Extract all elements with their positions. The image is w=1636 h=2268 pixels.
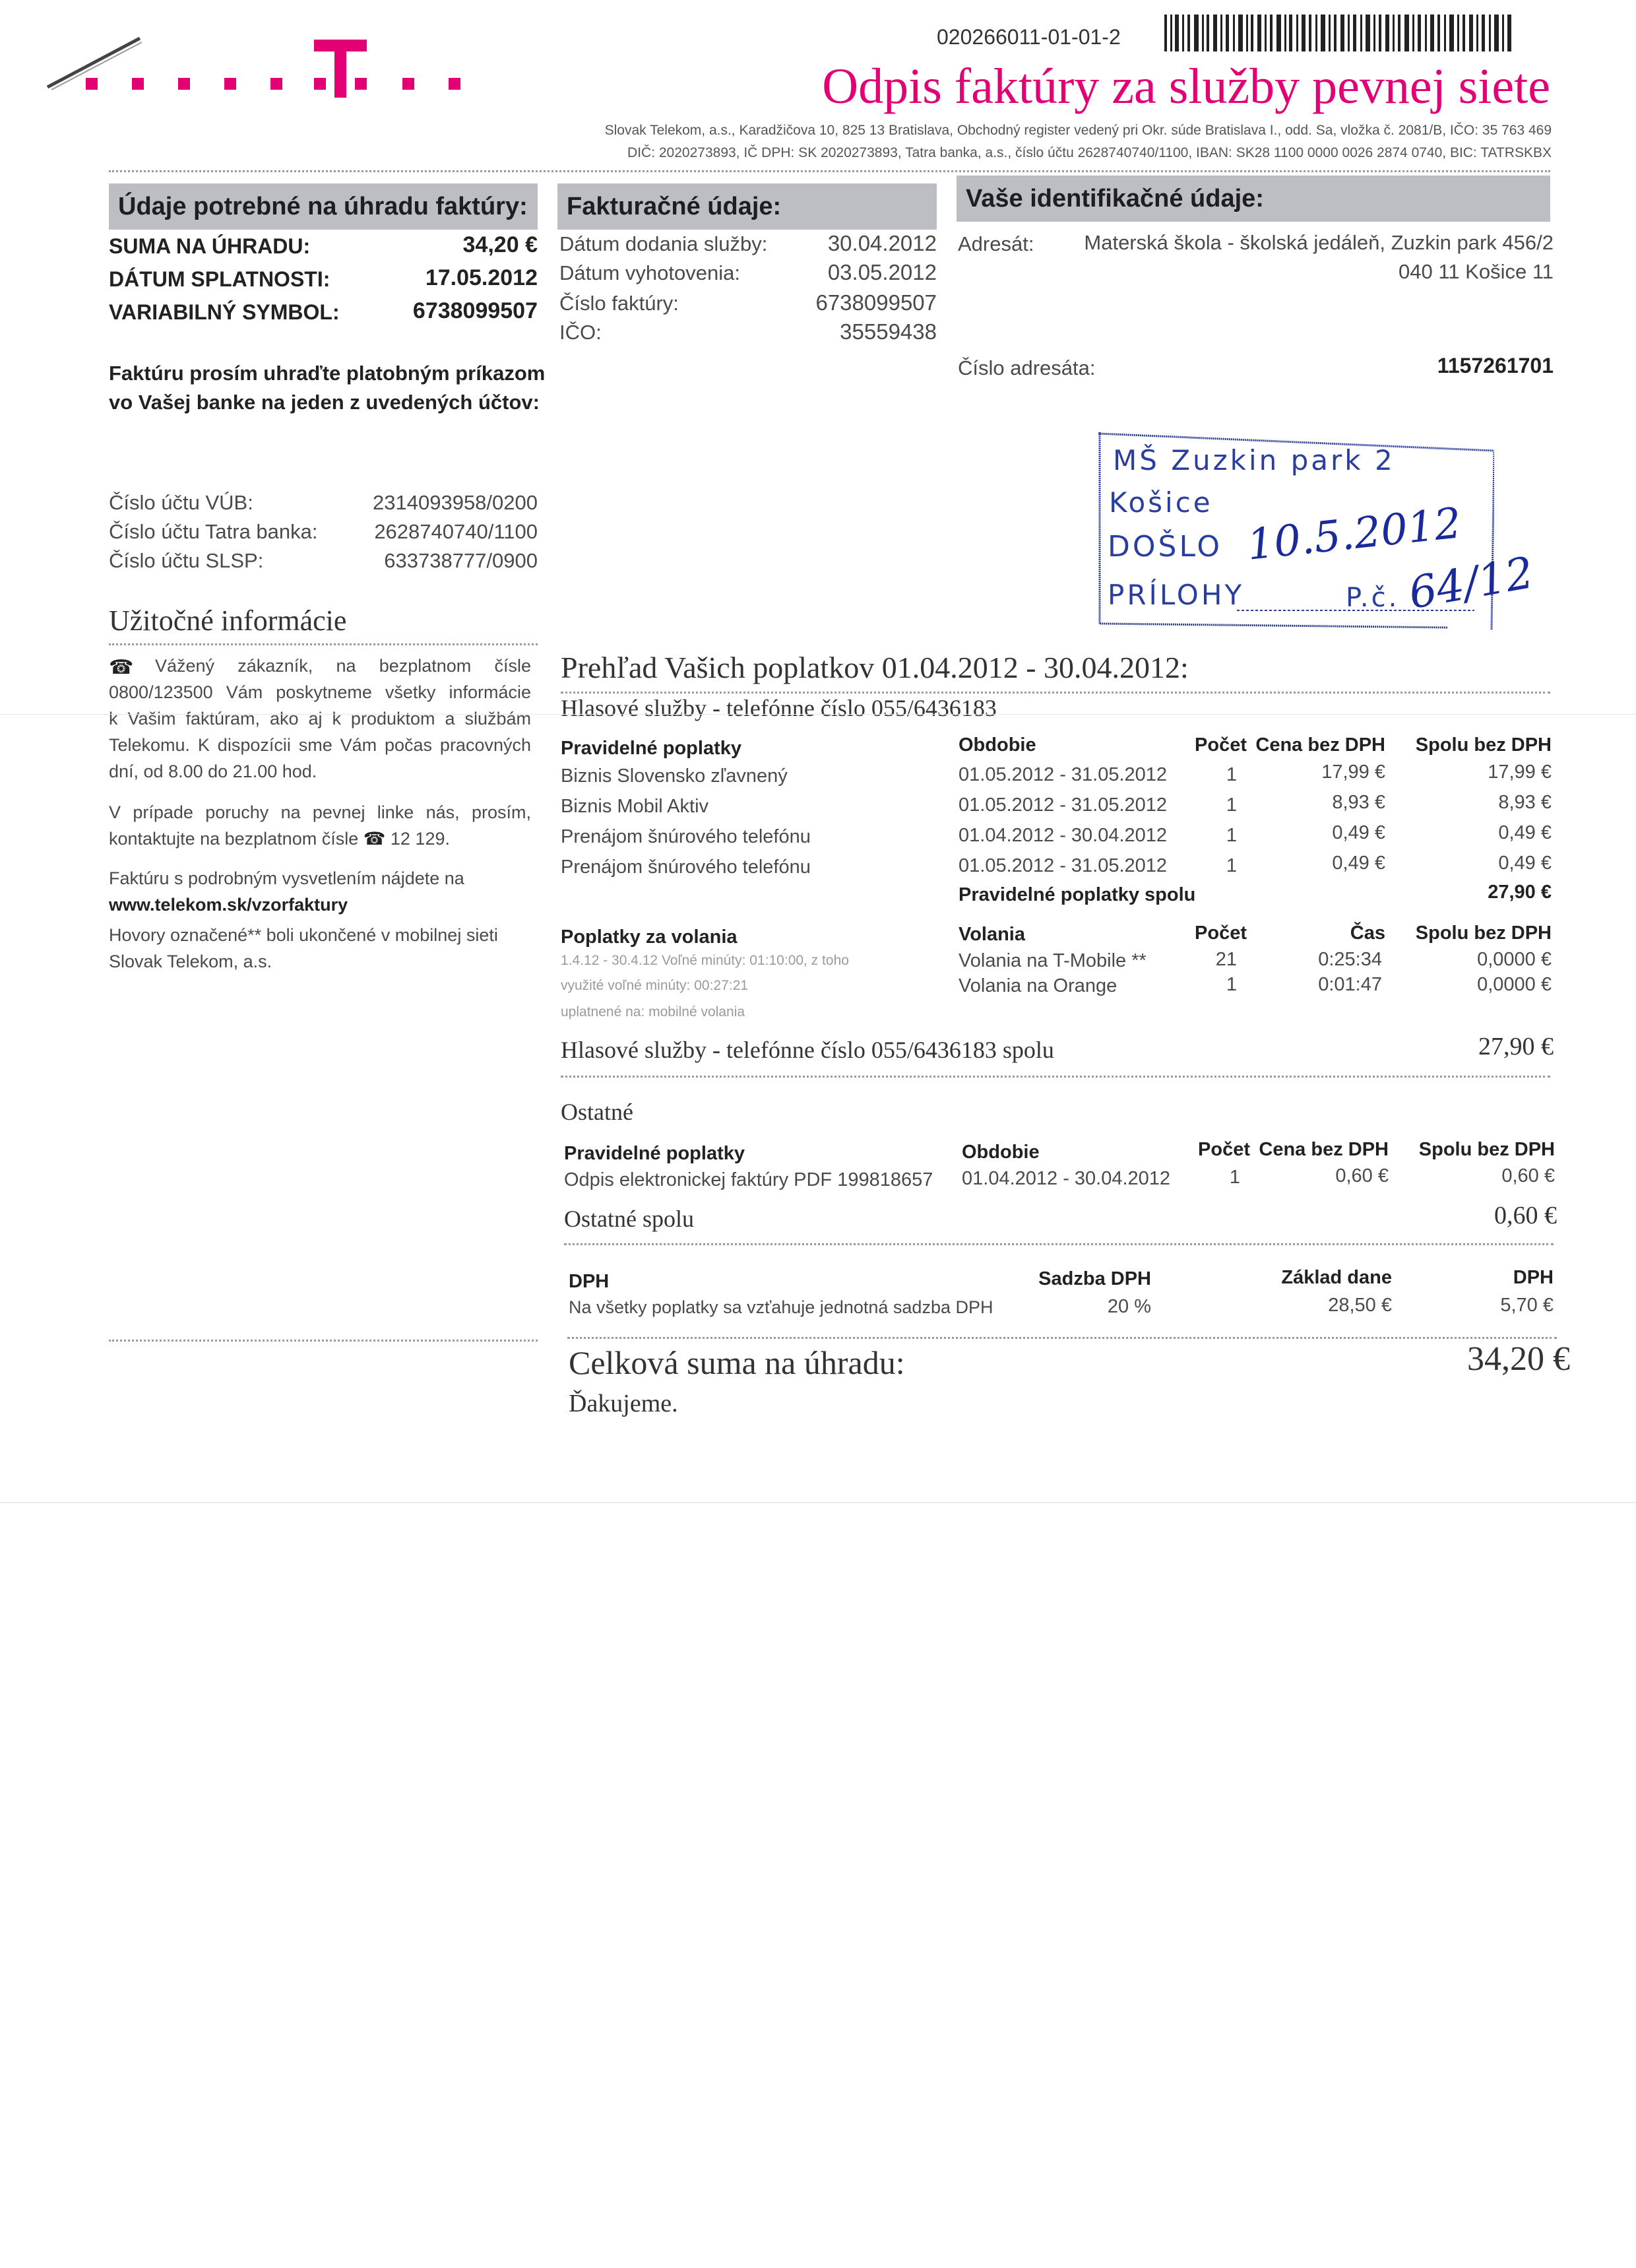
- fee-name: Biznis Slovensko zľavnený: [561, 765, 788, 787]
- free-minutes-note: využité voľné minúty: 00:27:21: [561, 978, 748, 993]
- info-p1-line1: Vážený zákazník, na bezplatnom čísle: [155, 656, 531, 676]
- scan-artifact-line: [0, 714, 1636, 715]
- col-header: Spolu bez DPH: [1415, 734, 1552, 756]
- col-header: Čas: [1350, 923, 1385, 944]
- call-total: 0,0000 €: [1477, 949, 1552, 970]
- left-bottom-divider: [109, 1340, 538, 1342]
- call-time: 0:01:47: [1318, 974, 1382, 995]
- col-header: Pravidelné poplatky: [564, 1143, 745, 1164]
- stamp-received-label: DOŠLO: [1108, 530, 1223, 564]
- info-p1-line5: dní, od 8.00 do 21.00 hod.: [109, 761, 317, 781]
- info-p2-line1: V prípade poruchy na pevnej linke nás, prosím,: [109, 802, 531, 822]
- fee-qty: 1: [1229, 1167, 1240, 1188]
- grand-total-value: 34,20 €: [1467, 1340, 1570, 1378]
- account-value: 2314093958/0200: [373, 491, 538, 514]
- fee-total: 0,49 €: [1498, 822, 1552, 843]
- fee-price: 0,49 €: [1332, 853, 1385, 874]
- company-info-line2: DIČ: 2020273893, IČ DPH: SK 2020273893, Tatra banka, a.s., číslo účtu 2628740740/1100, IBAN: SK28 1100 0000 0026 2874 0740, BIC: TATRSKBX: [627, 145, 1552, 160]
- other-total-label: Ostatné spolu: [564, 1206, 694, 1232]
- col-header: DPH: [569, 1271, 610, 1292]
- call-total: 0,0000 €: [1477, 974, 1552, 995]
- fee-price: 17,99 €: [1321, 761, 1385, 783]
- stamp-reg-label: P.č.: [1346, 583, 1400, 613]
- info-p1-line2: 0800/123500 Vám poskytneme všetky informácie: [109, 682, 531, 702]
- other-total-divider: [564, 1243, 1554, 1245]
- vat-amount: 5,70 €: [1500, 1295, 1554, 1316]
- col-header: Cena bez DPH: [1259, 1139, 1389, 1160]
- payment-instruction-line1: Faktúru prosím uhraďte platobným príkazom: [109, 362, 546, 385]
- company-info-line1: Slovak Telekom, a.s., Karadžičova 10, 825 13 Bratislava, Obchodný register vedený pri Okr. súde Bratislava I., odd. Sa, vložka č. 2081/B, IČO: 35 763 469: [604, 123, 1552, 138]
- free-minutes-note: 1.4.12 - 30.4.12 Voľné minúty: 01:10:00, z toho: [561, 953, 849, 968]
- call-count: 1: [1226, 974, 1237, 995]
- call-type: Volania na Orange: [959, 975, 1117, 996]
- info-p2-text: kontaktujte na bezplatnom čísle: [109, 829, 359, 849]
- overview-divider: [561, 692, 1550, 694]
- document-number: 020266011-01-01-2: [937, 25, 1121, 49]
- col-header: Počet: [1198, 1139, 1250, 1160]
- voice-total-divider: [561, 1076, 1550, 1078]
- info-heading: Užitočné informácie: [109, 604, 347, 637]
- header-divider: [109, 170, 1550, 172]
- account-value: 2628740740/1100: [374, 520, 538, 543]
- stamp-line1: MŠ Zuzkin park 2: [1113, 444, 1395, 476]
- due-date-label: DÁTUM SPLATNOSTI:: [109, 267, 330, 291]
- payment-section-header: Údaje potrebné na úhradu faktúry:: [109, 183, 538, 230]
- amount-due-value: 34,20 €: [462, 232, 538, 257]
- fee-total: 8,93 €: [1498, 792, 1552, 813]
- fee-name: Prenájom šnúrového telefónu: [561, 826, 811, 847]
- identification-section-header: Vaše identifikačné údaje:: [957, 176, 1550, 222]
- vat-divider: [567, 1337, 1557, 1339]
- voice-total-value: 27,90 €: [1478, 1033, 1554, 1060]
- info-divider: [109, 643, 538, 645]
- col-header: Sadzba DPH: [1038, 1268, 1151, 1289]
- info-p3-line1: Faktúru s podrobným vysvetlením nájdete na: [109, 868, 464, 888]
- fee-qty: 1: [1226, 794, 1237, 816]
- account-label: Číslo účtu VÚB:: [109, 491, 253, 514]
- fee-period: 01.05.2012 - 31.05.2012: [959, 855, 1168, 876]
- voice-total-label: Hlasové služby - telefónne číslo 055/6436183 spolu: [561, 1037, 1054, 1063]
- addressee-number-value: 1157261701: [1437, 354, 1554, 377]
- vat-base: 28,50 €: [1328, 1295, 1392, 1316]
- fee-qty: 1: [1226, 855, 1237, 876]
- fee-total: 0,49 €: [1498, 853, 1552, 874]
- fee-price: 8,93 €: [1332, 792, 1385, 813]
- col-header: Počet: [1195, 923, 1247, 944]
- call-type: Volania na T-Mobile **: [959, 950, 1147, 971]
- payment-instruction-line2: vo Vašej banke na jeden z uvedených účtov:: [109, 391, 540, 414]
- col-header: Pravidelné poplatky: [561, 738, 741, 759]
- billing-label: Dátum dodania služby:: [559, 232, 768, 255]
- col-header: Volania: [959, 924, 1025, 945]
- scan-artifact-line: [0, 1502, 1636, 1503]
- barcode: [1164, 15, 1514, 55]
- billing-value: 30.04.2012: [827, 231, 937, 255]
- fee-total: 0,60 €: [1501, 1165, 1555, 1186]
- fee-period: 01.04.2012 - 30.04.2012: [962, 1168, 1171, 1189]
- billing-label: Číslo faktúry:: [559, 292, 679, 315]
- voice-service-title: Hlasové služby - telefónne číslo 055/6436183: [561, 695, 997, 721]
- info-p2-line2: [109, 829, 450, 849]
- col-header: Cena bez DPH: [1255, 734, 1385, 756]
- col-header: Spolu bez DPH: [1415, 923, 1552, 944]
- billing-value: 35559438: [840, 319, 937, 344]
- regular-fees-subtotal-label: Pravidelné poplatky spolu: [959, 884, 1196, 905]
- billing-label: Dátum vyhotovenia:: [559, 261, 740, 284]
- variable-symbol-label: VARIABILNÝ SYMBOL:: [109, 300, 340, 324]
- billing-label: IČO:: [559, 321, 602, 344]
- other-title: Ostatné: [561, 1099, 633, 1125]
- stamp-attachments-label: PRÍLOHY: [1108, 579, 1245, 611]
- billing-value: 03.05.2012: [827, 260, 937, 284]
- account-value: 633738777/0900: [384, 549, 538, 572]
- phone-icon: ☎: [109, 657, 134, 678]
- thank-you-text: Ďakujeme.: [569, 1390, 678, 1417]
- free-minutes-note: uplatnené na: mobilné volania: [561, 1004, 745, 1020]
- fee-name: Biznis Mobil Aktiv: [561, 796, 709, 817]
- billing-value: 6738099507: [815, 290, 937, 315]
- variable-symbol-value: 6738099507: [412, 298, 538, 323]
- fee-period: 01.05.2012 - 31.05.2012: [959, 794, 1168, 816]
- fee-period: 01.04.2012 - 30.04.2012: [959, 825, 1168, 846]
- col-header: Spolu bez DPH: [1418, 1139, 1555, 1160]
- regular-fees-subtotal-value: 27,90 €: [1488, 882, 1552, 903]
- billing-section-header: Fakturačné údaje:: [557, 183, 937, 230]
- col-header: Obdobie: [959, 734, 1036, 756]
- fee-price: 0,49 €: [1332, 822, 1385, 843]
- stamp-received-date: 10.5.2012: [1245, 499, 1464, 570]
- account-label: Číslo účtu Tatra banka:: [109, 520, 318, 543]
- info-p1-line3: k Vašim faktúram, ako aj k produktom a službám: [109, 709, 531, 729]
- fee-qty: 1: [1226, 764, 1237, 785]
- col-header: Základ dane: [1281, 1267, 1392, 1288]
- info-p1-line4: Telekomu. K dispozícii sme Vám počas pracovných: [109, 735, 531, 755]
- stamp-line2: Košice: [1109, 486, 1213, 519]
- fault-phone-number: 12 129.: [390, 829, 450, 849]
- fee-price: 0,60 €: [1335, 1165, 1389, 1186]
- vat-note: Na všetky poplatky sa vzťahuje jednotná sadzba DPH: [569, 1297, 993, 1317]
- due-date-value: 17.05.2012: [425, 265, 538, 290]
- addressee-line1: Materská škola - školská jedáleň, Zuzkin park 456/2: [1084, 231, 1554, 254]
- call-time: 0:25:34: [1318, 949, 1382, 970]
- received-stamp: [1098, 432, 1538, 633]
- invoice-explanation-link[interactable]: www.telekom.sk/vzorfaktury: [109, 895, 348, 915]
- vat-rate: 20 %: [1107, 1296, 1151, 1317]
- fee-name: Prenájom šnúrového telefónu: [561, 857, 811, 878]
- fee-total: 17,99 €: [1488, 761, 1552, 783]
- addressee-line2: 040 11 Košice 11: [1399, 260, 1554, 283]
- addressee-number-label: Číslo adresáta:: [958, 356, 1096, 379]
- amount-due-label: SUMA NA ÚHRADU:: [109, 234, 311, 258]
- fee-name: Odpis elektronickej faktúry PDF 199818657: [564, 1169, 933, 1190]
- col-header: DPH: [1513, 1267, 1554, 1288]
- col-header: Obdobie: [962, 1142, 1040, 1163]
- grand-total-label: Celková suma na úhradu:: [569, 1344, 905, 1381]
- fee-period: 01.05.2012 - 31.05.2012: [959, 764, 1168, 785]
- other-total-value: 0,60 €: [1494, 1202, 1557, 1229]
- call-count: 21: [1215, 949, 1237, 970]
- overview-title: Prehľad Vašich poplatkov 01.04.2012 - 30.04.2012:: [561, 651, 1189, 684]
- telekom-logo-mark: [40, 26, 475, 99]
- account-label: Číslo účtu SLSP:: [109, 549, 264, 572]
- fee-qty: 1: [1226, 825, 1237, 846]
- info-p4-line1: Hovory označené** boli ukončené v mobilnej sieti: [109, 925, 498, 945]
- telekom-logo: [40, 26, 475, 99]
- col-header: Poplatky za volania: [561, 926, 738, 948]
- addressee-label: Adresát:: [958, 232, 1034, 255]
- col-header: Počet: [1195, 734, 1247, 756]
- info-p4-line2: Slovak Telekom, a.s.: [109, 952, 272, 971]
- stamp-reg-value: 64/12: [1404, 547, 1538, 619]
- phone-icon: ☎: [363, 829, 391, 849]
- page-title: Odpis faktúry za služby pevnej siete: [822, 59, 1550, 114]
